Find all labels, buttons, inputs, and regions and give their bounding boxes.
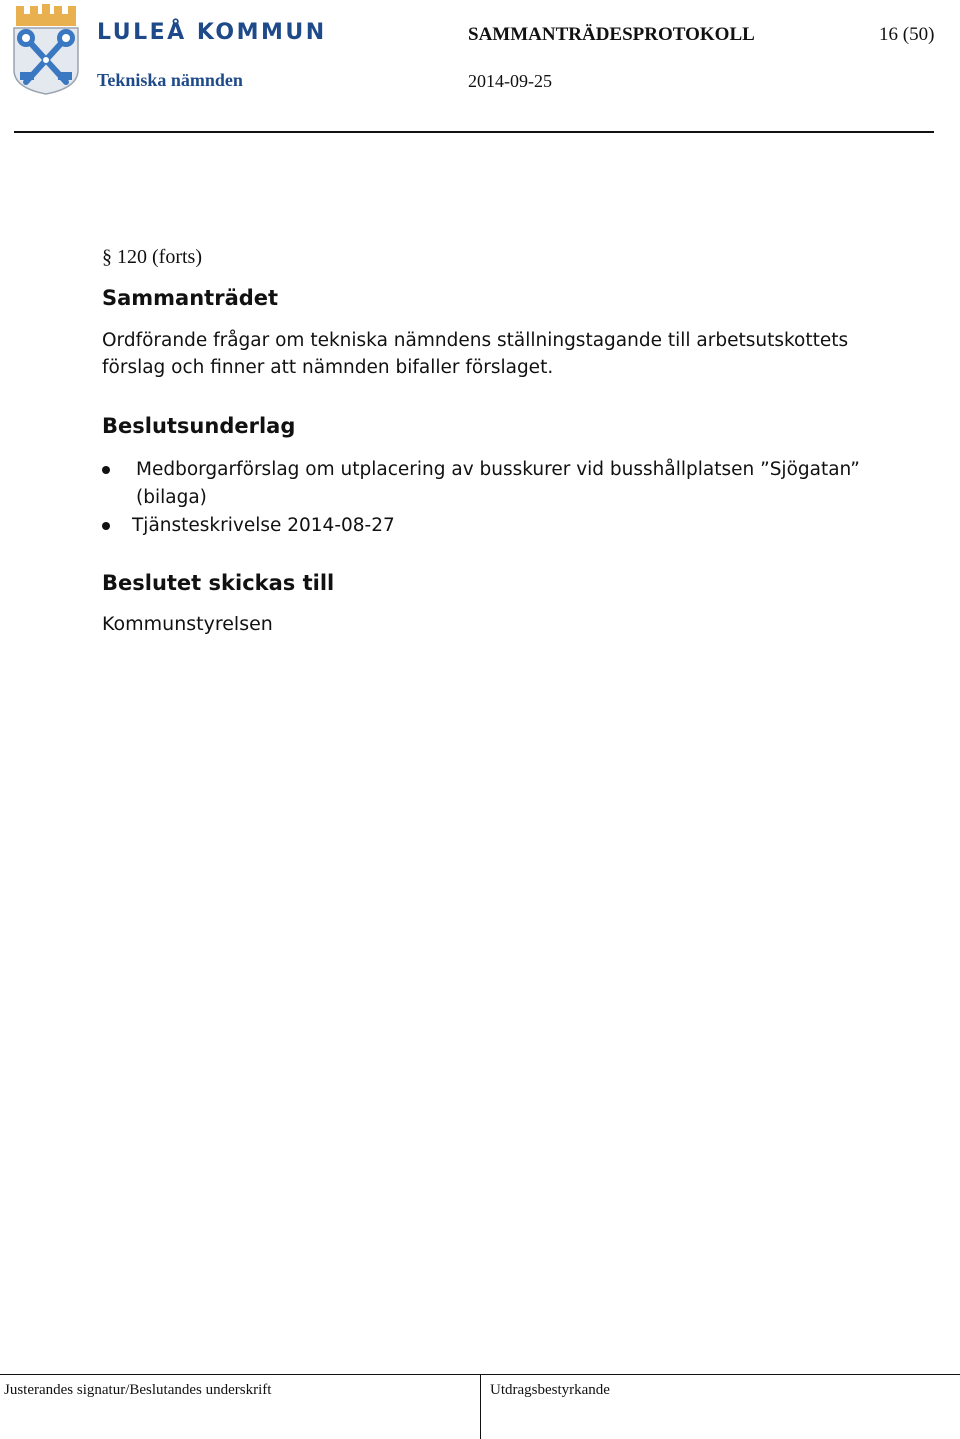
- send-to-heading: Beslutet skickas till: [102, 571, 335, 595]
- organization-name: LULEÅ KOMMUN: [97, 20, 327, 45]
- meeting-paragraph: Ordförande frågar om tekniska nämndens ställningstagande till arbetsutskottets förslag och finner att nämnden bifaller förslaget.: [102, 330, 849, 378]
- decision-basis-heading: Beslutsunderlag: [102, 414, 296, 438]
- crown-shape: [16, 4, 76, 26]
- coat-of-arms-logo: [12, 4, 80, 96]
- list-item-text: Medborgarförslag om utplacering av busskurer vid busshållplatsen ”Sjögatan” (bilaga): [136, 459, 860, 508]
- bullet-icon: [102, 522, 110, 530]
- recipient: Kommunstyrelsen: [102, 613, 273, 635]
- document-type: SAMMANTRÄDESPROTOKOLL: [468, 24, 755, 45]
- decision-basis-list: [102, 456, 902, 540]
- meeting-heading: Sammanträdet: [102, 286, 279, 310]
- section-reference: § 120 (forts): [102, 246, 202, 268]
- footer-column-divider: [480, 1374, 481, 1439]
- meeting-date: 2014-09-25: [468, 71, 552, 91]
- list-item: [102, 512, 902, 540]
- list-item: [102, 456, 902, 512]
- bullet-icon: [102, 466, 110, 474]
- header-divider: [14, 131, 934, 133]
- list-item-text: Tjänsteskrivelse 2014-08-27: [132, 515, 395, 536]
- committee-name: Tekniska nämnden: [97, 70, 243, 90]
- extract-certification-label: Utdragsbestyrkande: [490, 1382, 610, 1398]
- page-number: 16 (50): [879, 24, 935, 45]
- signature-label: Justerandes signatur/Beslutandes underskrift: [4, 1382, 272, 1398]
